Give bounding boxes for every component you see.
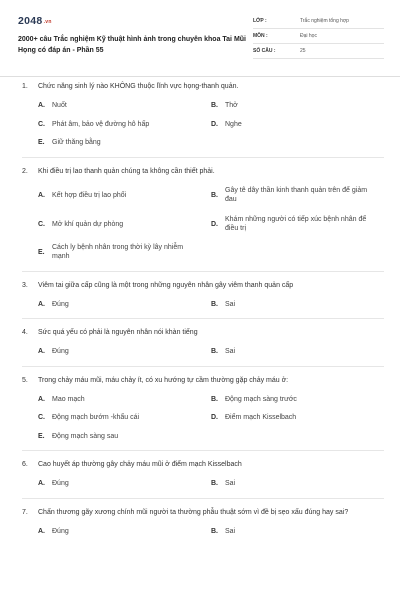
- question-divider: [22, 366, 384, 367]
- question-number: 4.: [22, 329, 28, 336]
- question-number: 2.: [22, 167, 28, 175]
- option-a[interactable]: A. Đúng: [38, 480, 69, 487]
- question-text: 4. Sức quá yếu có phải là nguyên nhân nói khàn tiếng: [22, 329, 198, 336]
- question-text: 2. Khi điều trị lao thanh quản chúng ta không cần thiết phải.: [22, 167, 215, 175]
- option-b[interactable]: B. Gây tê dây thần kinh thanh quản trên để giảm đau: [211, 186, 368, 203]
- question-divider: [22, 271, 384, 272]
- question-number: 7.: [22, 508, 28, 516]
- meta-row-count: [253, 44, 384, 59]
- question-4: [22, 328, 384, 357]
- question-number: 3.: [22, 281, 28, 289]
- question-divider: [22, 498, 384, 499]
- option-a[interactable]: A. Mao mạch: [38, 395, 85, 403]
- question-text: 5. Trong chảy máu mũi, máu chảy ít, có xu hướng tự cầm thường gặp chảy máu ở:: [22, 376, 289, 384]
- question-5: [22, 376, 384, 442]
- option-e[interactable]: E. Động mạch sàng sau: [38, 432, 119, 440]
- question-divider: [22, 318, 384, 319]
- option-d[interactable]: D. Nghe: [211, 120, 242, 128]
- question-2: [22, 167, 384, 262]
- header-divider: [0, 76, 400, 77]
- option-c[interactable]: C. Phát âm, bảo vệ đường hô hấp: [38, 120, 150, 128]
- option-e[interactable]: E. Giữ thăng bằng: [38, 139, 101, 146]
- question-list: [22, 82, 384, 536]
- option-b[interactable]: B. Sai: [211, 300, 236, 308]
- option-a[interactable]: A. Đúng: [38, 348, 69, 355]
- question-7: [22, 508, 384, 537]
- meta-info: [253, 14, 384, 59]
- meta-value: Đại học: [300, 33, 317, 39]
- question-text: 3. Viêm tai giữa cấp cũng là một trong những nguyên nhân gây viêm thanh quản cấp: [22, 281, 294, 289]
- meta-value: 25: [300, 48, 306, 54]
- meta-label: LỚP :: [253, 18, 267, 24]
- question-number: 6.: [22, 461, 28, 468]
- meta-label: SỐ CÂU :: [253, 48, 276, 54]
- option-a[interactable]: A. Đúng: [38, 527, 69, 535]
- meta-value: Trắc nghiệm tổng hợp: [300, 18, 349, 24]
- option-b[interactable]: B. Động mạch sàng trước: [211, 395, 297, 403]
- document-header: [18, 14, 384, 70]
- question-number: 5.: [22, 376, 28, 384]
- meta-label: MÔN :: [253, 33, 268, 39]
- option-b[interactable]: B. Thở: [211, 102, 238, 109]
- option-b[interactable]: B. Sai: [211, 527, 236, 535]
- option-d[interactable]: D. Điểm mạch Kisselbach: [211, 414, 297, 421]
- option-e[interactable]: E. Cách ly bệnh nhân trong thời kỳ lây nhiễm mạnh: [38, 243, 184, 260]
- question-text: 7. Chấn thương gãy xương chính mũi người ta thường phẫu thuật sớm vì đề bị sẹo xấu đúng hay sai?: [22, 508, 349, 516]
- question-text: 1. Chức năng sinh lý nào KHÔNG thuộc lĩnh vực họng-thanh quản.: [22, 83, 239, 90]
- option-d[interactable]: D. Khám những người có tiếp xúc bệnh nhân để điều trị: [211, 215, 367, 232]
- option-a[interactable]: A. Kết hợp điều trị lao phổi: [38, 191, 127, 199]
- question-divider: [22, 450, 384, 451]
- question-1: [22, 82, 384, 148]
- meta-row-subject: [253, 29, 384, 44]
- question-6: [22, 460, 384, 489]
- option-c[interactable]: C. Mở khí quản dự phòng: [38, 220, 124, 228]
- question-text: 6. Cao huyết áp thường gây chảy máu mũi ở điểm mạch Kisselbach: [22, 461, 242, 468]
- option-c[interactable]: C. Động mạch bướm -khẩu cái: [38, 414, 140, 421]
- question-3: [22, 281, 384, 310]
- meta-row-class: [253, 14, 384, 29]
- option-b[interactable]: B. Sai: [211, 480, 236, 487]
- option-a[interactable]: A. Đúng: [38, 300, 69, 308]
- option-b[interactable]: B. Sai: [211, 348, 236, 355]
- question-divider: [22, 157, 384, 158]
- question-number: 1.: [22, 83, 28, 90]
- site-logo[interactable]: 2048.vn: [18, 15, 52, 27]
- document-title: 2000+ câu Trắc nghiệm Kỹ thuật hình ảnh trong chuyên khoa Tai Mũi Họng có đáp án - Phần 55: [18, 36, 246, 54]
- option-a[interactable]: A. Nuốt: [38, 102, 67, 109]
